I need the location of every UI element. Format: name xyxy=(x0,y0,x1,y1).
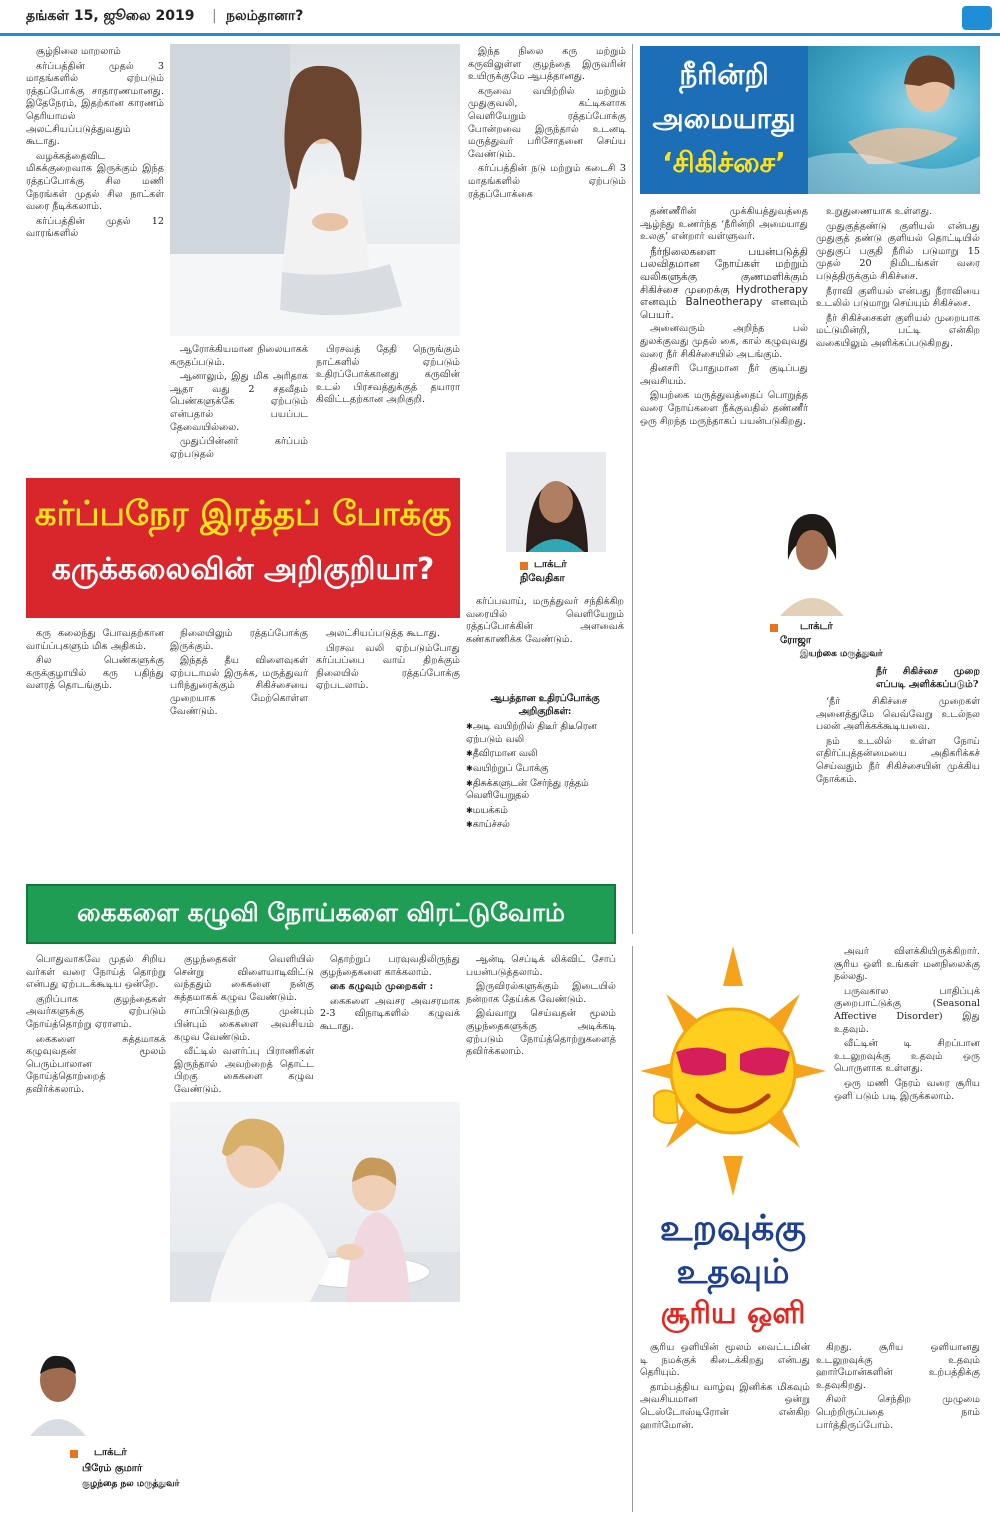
handwash-col1-para: கைகளை சுத்தமாகக் கழுவுவதன் மூலம் பெரும்பாலான நோய்த்தொற்றைத் தவிர்க்கலாம். xyxy=(26,1033,166,1095)
pregnancy-col4-bottom xyxy=(466,596,624,692)
doctor-marker-icon xyxy=(70,1450,78,1458)
sun-col-bottom-right-para: சிலர் செந்திற முழுமை பெற்றிருப்பதை நாம் பார்த்திருப்போம். xyxy=(816,1394,980,1431)
pregnancy-col1-para: வழக்கத்தைவிட மிகக்குறைவாக இருக்கும் இந்த ரத்தப்போக்கு சில மணி நேரங்கள் முதல் சில நாட்கள் வரை நீடிக்கலாம். xyxy=(26,150,164,213)
handwash-photo xyxy=(170,1102,460,1302)
water-title-panel xyxy=(640,46,808,194)
woman-in-water-illustration xyxy=(808,46,980,194)
handwash-col3 xyxy=(320,954,460,1094)
handwash-methods-heading: கை கழுவும் முறைகள் : xyxy=(330,981,434,993)
sun-col-right-para: அவர் விளக்கியிருக்கிறார். சூரிய ஒளி உங்கள் மனநிலைக்கு நல்லது. xyxy=(834,946,980,983)
sun-col-bottom-left-para: சூரிய ஒளியின் மூலம் வைட்டமின் டி நமக்குக் கிடைக்கிறது என்பது தெரியும். xyxy=(640,1342,810,1379)
water-col2-para: உறுதுணையாக உள்ளது. xyxy=(826,206,933,217)
doctor-role: இயற்கை மருத்துவர் xyxy=(800,649,883,659)
pregnancy-col1-para: சூழ்நிலை மாறலாம் xyxy=(36,46,121,57)
water-col1-para: தண்ணீரின் முக்கியத்துவத்தை ஆழ்ந்து உணர்ந்த ‘நீரின்றி அமையாது உலகு’ என்றார் வள்ளுவர். xyxy=(640,206,808,243)
handwash-col1-para: பொதுவாகவே முதல் சிறிய வர்கள் வரை நோய்த் தொற்று என்பது ஏற்படக்கூடிய ஒன்றே. xyxy=(26,954,166,991)
pregnancy-col1-para: கர்ப்பத்தின் முதல் 3 மாதங்களில் ஏற்படும் ரத்தப்போக்கு சாதாரணமானது. இதேநேரம், இதற்கான காரணம் தெரியாமல் அலட்சியப்படுத்துவதும் கூடாது. xyxy=(26,60,164,148)
pregnancy-col1-para: கர்ப்பத்தின் முதல் 12 வாரங்களில் xyxy=(26,215,164,240)
pregnancy-col3-bottom-para: பிரசவ வலி ஏற்படும்போது கர்ப்பப்பை வாய் திறக்கும் நிலையில் ரத்தப்போக்கு ஏற்படலாம். xyxy=(316,642,460,692)
mother-child-washing-illustration xyxy=(170,1102,460,1302)
pregnancy-col1-bottom-para: சில பெண்களுக்கு கருக்குழாயில் கரு பதிந்து வளரத் தொடங்கும். xyxy=(26,655,164,692)
water-col2-lower-para: நம் உடலில் உள்ள நோய் எதிர்ப்புத்தன்மையை அதிகரிக்கச் செய்வதும் நீர் சிகிச்சையின் முக்கிய நோக்கம். xyxy=(816,735,980,785)
sun-headline-line1: உறவுக்கு xyxy=(659,1208,807,1249)
handwash-col2-para: சாப்பிடுவதற்கு முன்பும் பின்பும் கைகளை அவசியம் கழுவ வேண்டும். xyxy=(174,1006,314,1043)
sun-col-bottom-right-para: கிறது. சூரிய ஒளியானது உடலுறவுக்கு உதவும் ஹார்மோன்களின் உற்பத்திக்கு உதவுகிறது. xyxy=(816,1342,980,1391)
pregnancy-col1-bottom-para: கரு கலைந்து போவதற்கான வாய்ப்புகளும் மிக அதிகம். xyxy=(26,628,164,652)
warning-sign-item: ✱ அடி வயிற்றில் திடீர் திடீரென ஏற்படும் வலி xyxy=(466,721,624,746)
pregnancy-col4-bottom-para: கர்ப்பவாய், மருத்துவர் சந்திக்கிற வரையில் வெளியேறும் ரத்தப்போக்கின் அளவைக் கண்காணிக்க வேண்டும். xyxy=(466,596,624,645)
water-title-line1: நீரின்றி xyxy=(679,58,769,91)
doctor-role: குழந்தை நல மருத்துவர் xyxy=(82,1479,180,1489)
handwash-col3-para: கைகளை அவசர அவசரமாக 2-3 விநாடிகளில் கழுவக் கூடாது. xyxy=(320,995,460,1032)
handwash-col1-para: குறிப்பாக குழந்தைகள் அவர்களுக்கு ஏற்படும் நோய்த்தொற்று ஏராளம். xyxy=(26,993,166,1030)
sun-col-right xyxy=(834,946,980,1334)
woman-illustration xyxy=(170,44,460,336)
warning-sign-item: ✱ வயிற்றுப் போக்கு xyxy=(466,763,624,776)
sun-col-bottom-left-para: தாம்பத்திய வாழ்வு இனிக்க மிகவும் அவசியமான ஒன்று டெஸ்டோஸ்டிரோன் என்கிற ஹார்மோன். xyxy=(640,1381,810,1431)
pregnancy-photo xyxy=(170,44,460,336)
water-title-line2: அமையாது xyxy=(652,102,796,135)
water-col1-para: தினசரி போதுமான நீர் குடிப்பது அவசியம். xyxy=(640,363,808,387)
pregnancy-col3-para: இந்த நிலை கரு மற்றும் கருவிலுள்ள குழந்தை இருவரின் உயிருக்குமே ஆபத்தானது. xyxy=(468,46,626,83)
pregnancy-col3-para: பிரசவத் தேதி நெருங்கும் நாட்களில் ஏற்படும் உதிரப்போக்கானது கருவின் உடல் பிரசவத்துக்குத் தயாரா கிவிட்டதற்கான அறிகுறி. xyxy=(316,344,460,406)
sun-headline-line3: சூரிய ஒளி xyxy=(660,1296,806,1331)
pregnancy-col3-top xyxy=(468,46,626,452)
water-title-line3: ‘சிகிச்சை’ xyxy=(662,146,786,179)
doctor-roja-photo xyxy=(770,500,854,616)
doctor-name: ரோஜா xyxy=(780,635,812,646)
pregnancy-col1-bottom xyxy=(26,628,164,872)
sun-headline-line2: உதவும் xyxy=(676,1252,790,1292)
handwash-col1 xyxy=(26,954,166,1338)
handwash-col4-para: ஆன்டி செப்டிக் லிக்விட் சோப் பயன்படுத்தலாம். xyxy=(466,954,616,978)
handwash-col2 xyxy=(174,954,314,1094)
sun-col-bottom-left xyxy=(640,1342,810,1514)
handwash-headline-panel xyxy=(26,884,616,944)
section-title: நலம்தானா? xyxy=(226,8,304,24)
handwash-col3-para: தொற்றுப் பரவுவதிலிருந்து குழந்தைகளை காக்கலாம். xyxy=(320,954,460,978)
water-col2-lower xyxy=(816,696,980,930)
water-sub-heading: நீர் சிகிச்சை முறை எப்படி அளிக்கப்படும்? xyxy=(876,666,980,690)
doctor-roja xyxy=(770,500,870,640)
water-col1-para: நீர்நிலைகளை பயன்படுத்தி பலவிதமான நோய்கள் மற்றும் வலிகளுக்கு குணமளிக்கும் சிகிச்சை முறைக்கு Hydrotherapy எனவும் Balneotherapy எனவும் பெயர். xyxy=(640,245,808,321)
handwash-col4-para: இவ்வாறு செய்வதன் மூலம் குழந்தைகளுக்கு அடிக்கடி ஏற்படும் நோய்த்தொற்றுகளைத் தவிர்க்கலாம். xyxy=(466,1008,616,1058)
handwash-col4-para: இருவிரல்களுக்கும் இடையில் நன்றாக தேய்க்க வேண்டும். xyxy=(466,981,616,1005)
pregnancy-col2-para: ஆனாலும், இது மிக அரிதாக ஆதா வது 2 சதவீதம் பெண்களுக்கே ஏற்படும் என்பதால் பயப்பட தேவையில்லை. xyxy=(170,371,308,433)
water-col2-para: நீராவி குளியல் என்பது நீராவியை உடலில் படுமாறு செய்யும் சிகிச்சை. xyxy=(816,285,980,310)
doctor-title: டாக்டர் xyxy=(534,559,567,570)
header-separator: | xyxy=(212,8,217,24)
warning-sign-item: ✱ திசுக்களுடன் சேர்ந்து ரத்தம் வெளியேறுதல் xyxy=(466,778,624,803)
doctor-nivethika-photo xyxy=(506,452,606,552)
doctor-nivethika xyxy=(506,452,606,588)
water-col2-lower-para: ‘நீர் சிகிச்சை முறைகள் அனைத்துமே வெவ்வேறு உடல்நல பலன் அளிக்கக்கூடியவை. xyxy=(816,696,980,733)
issue-date: தங்கள் 15, ஜூலை 2019 xyxy=(26,8,195,24)
pregnancy-col1-top xyxy=(26,46,164,470)
pregnancy-col2-mid xyxy=(170,344,308,470)
column-divider xyxy=(632,44,633,934)
water-col2-para: நீர் சிகிச்சைகள் குளியல் முறையாக மட்டுமின்றி, பட்டி என்கிற வகையிலும் அளிக்கப்படுகிறது. xyxy=(816,312,980,349)
warning-sign-item: ✱ தீவிரமான வலி xyxy=(466,748,624,761)
pregnancy-col2b-mid xyxy=(316,344,460,470)
pregnancy-headline-line1: கர்ப்பநேர இரத்தப் போக்கு xyxy=(34,494,452,534)
page-tab-marker xyxy=(962,6,992,30)
water-col2 xyxy=(816,206,980,496)
sun-mascot-icon xyxy=(640,946,826,1196)
doctor-prem-kumar-photo xyxy=(26,1346,90,1436)
warning-sign-item: ✱ மயக்கம் xyxy=(466,805,624,818)
pregnancy-col2-para: முதுப்பின்னர் கர்ப்பம் ஏற்படுதல் xyxy=(170,436,308,460)
handwash-col4 xyxy=(466,954,616,1514)
warning-sign-item: ✱ காய்ச்சல் xyxy=(466,819,624,832)
sun-illustration-panel xyxy=(640,946,826,1336)
pregnancy-col3-bottom xyxy=(316,628,460,872)
pregnancy-col3-para: கருவை வயிற்றில் மற்றும் முதுகுவலி, கட்டிகளாக வெளியேறும் ரத்தப்போக்கு போன்றவை இருந்தால் உடனடி மருத்துவர் பரிசோதனை செய்ய வேண்டும். xyxy=(468,85,626,160)
pregnancy-headline-panel xyxy=(26,478,460,618)
water-col2-para: முதுகுத்தண்டு குளியல் என்பது முதுகுத் தண்டு குளியல் தொட்டியில் முதுகுப் பகுதி நீரில் படுமாறு 15 முதல் 20 நிமிடங்கள் வரை படுத்திருக்கும் சிகிச்சை. xyxy=(816,220,980,282)
water-col1-para: இயற்கை மருத்துவத்தைப் பொறுத்த வரை நோய்களை நீக்குவதில் தண்ணீர் ஒரு சிறந்த மருந்தாகப் பயன்படுகிறது. xyxy=(640,390,808,427)
pregnancy-col2-bottom-para: நிலையிலும் ரத்தப்போக்கு இருக்கும். xyxy=(170,628,308,652)
water-col1-para: அனைவரும் அறிந்த பல் துலக்குவது முதல் கை, கால் கழுவுவது வரை நீர் சிகிச்சையில் அடங்கும். xyxy=(640,323,808,360)
doctor-name: பிரேம் குமார் xyxy=(82,1463,143,1474)
doctor-name: நிவேதிகா xyxy=(520,573,565,584)
page-header xyxy=(0,0,1000,36)
warning-signs-list xyxy=(466,721,624,832)
sun-col-right-para: பருவகால பாதிப்புக் குறைபாட்டுக்கு (Seasonal Affective Disorder) இது உதவும். xyxy=(834,985,980,1035)
pregnancy-col2-bottom xyxy=(170,628,308,872)
handwash-col2-para: வீட்டில் வளர்ப்பு பிராணிகள் இருந்தால் அவற்றைத் தொட்ட பிறகு கைகளை கழுவ வேண்டும். xyxy=(174,1046,314,1094)
handwash-col2-para: குழந்தைகள் வெளியில் சென்று விளையாடிவிட்டு வந்ததும் கைகளை நன்கு சுத்தமாகக் கழுவ வேண்டும். xyxy=(174,954,314,1003)
pregnancy-col3-bottom-para: அலட்சியப்படுத்த கூடாது. xyxy=(326,628,441,639)
handwash-headline: கைகளை கழுவி நோய்களை விரட்டுவோம் xyxy=(76,898,566,927)
sun-col-right-para: ஒரு மணி நேரம் வரை சூரிய ஒளி படும் படி இருக்கலாம். xyxy=(834,1077,980,1102)
sun-col-right-para: வீட்டின் டி சிறப்பான உடலுறவுக்கு உதவும் ஒரு பொருளாக உள்ளது. xyxy=(834,1038,980,1075)
sun-col-bottom-right xyxy=(816,1342,980,1514)
bleeding-warning-signs xyxy=(466,693,624,834)
pregnancy-headline-line2: கருக்கலைவின் அறிகுறியா? xyxy=(51,552,435,587)
water-photo xyxy=(808,46,980,194)
doctor-title: டாக்டர் xyxy=(94,1447,127,1458)
doctor-title: டாக்டர் xyxy=(800,621,833,632)
column-divider xyxy=(632,946,633,1512)
doctor-marker-icon xyxy=(520,562,528,570)
pregnancy-col2-bottom-para: இந்தத் தீய விளைவுகள் ஏற்படாமல் இருக்க, மருத்துவர் பரிந்துரைக்கும் சிகிச்சையை முறையாக மேற்கொள்ள வேண்டும். xyxy=(170,655,308,717)
doctor-marker-icon xyxy=(770,624,778,632)
pregnancy-col2-para: ஆரோக்கியமான நிலையாகக் கருதப்படும். xyxy=(170,344,308,368)
warning-signs-title: ஆபத்தான உதிரப்போக்கு அறிகுறிகள்: xyxy=(490,693,600,717)
doctor-prem-kumar xyxy=(26,1346,180,1516)
pregnancy-col3-para: கர்ப்பத்தின் நடு மற்றும் கடைசி 3 மாதங்களில் ஏற்படும் ரத்தப்போக்கை xyxy=(468,163,626,200)
